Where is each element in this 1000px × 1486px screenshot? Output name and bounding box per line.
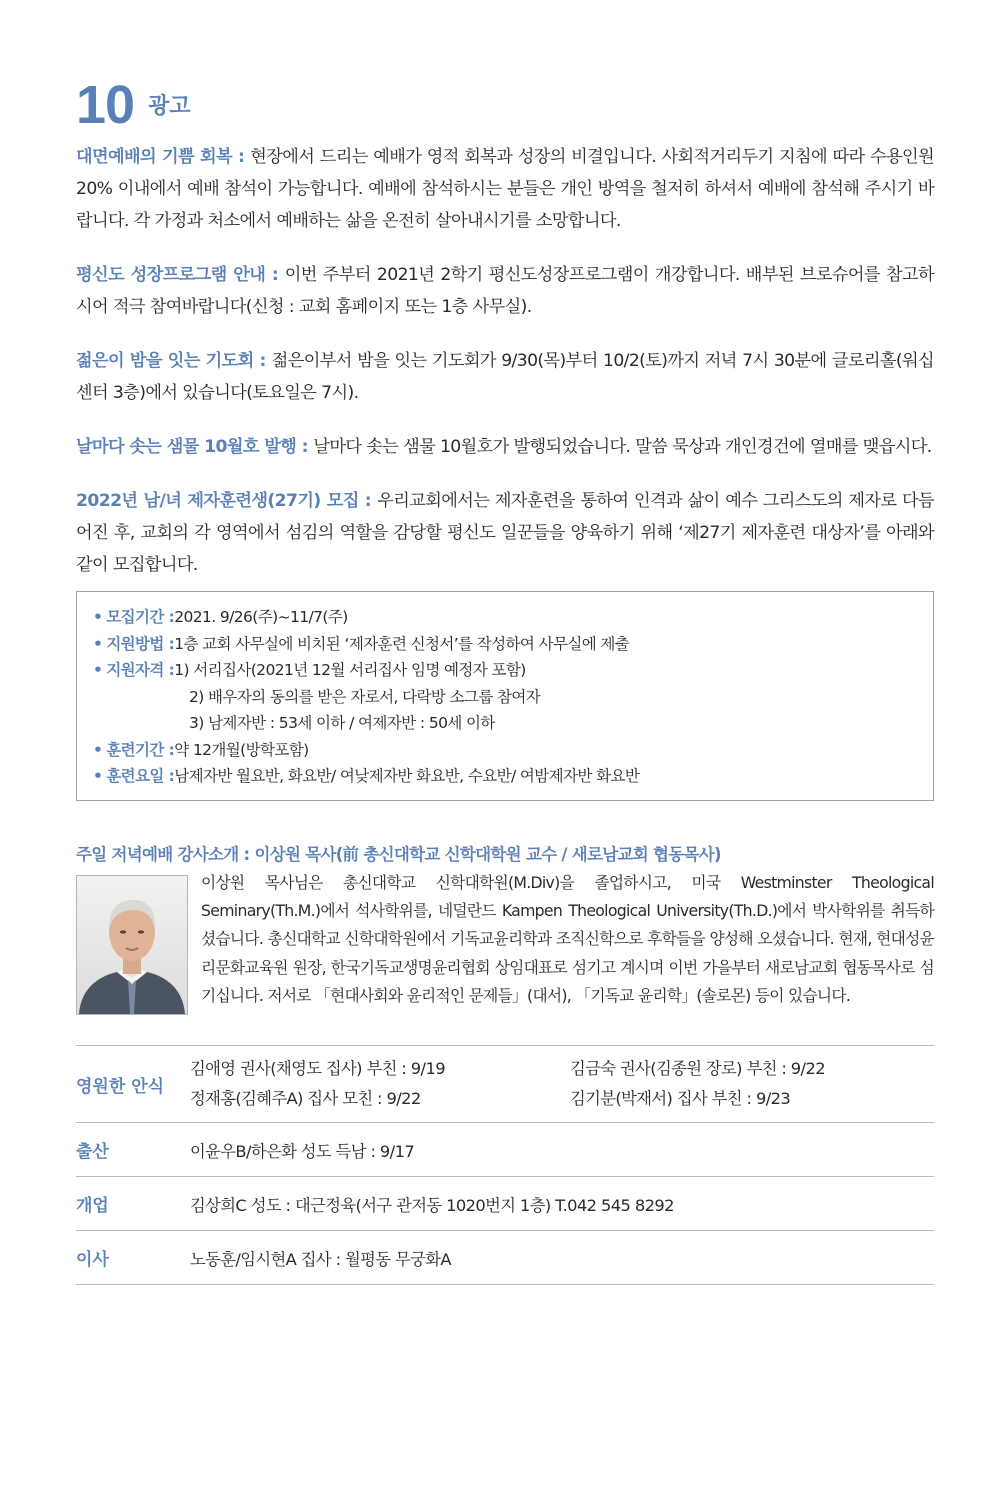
speaker-bio: 이상원 목사님은 총신대학교 신학대학원(M.Div)을 졸업하시고, 미국 Westminster Theological Seminary(Th.M.)에서 석사학위를, 네덜란드 Kampen Theological University(Th.D.)에서 박사학위를 취득하셨습니다. 총신대학교 신학대학원에서 기독교윤리학과 조직신학으로 후학들을 양성해 오셨습니다. 현재, 현대성윤리문화교육원 원장, 한국기독교생명윤리협회 상임대표로 섬기고 계시며 이번 가을부터 새로남교회 협동목사로 섬기십니다. 저서로 「현대사회와 윤리적인 문제들」(대서), 「기독교 윤리학」(솔로몬) 등이 있습니다. (201, 873, 934, 1005)
notice-text: 이번 주부터 2021년 2학기 평신도성장프로그램이 개강합니다. 배부된 브로슈어를 참고하시어 적극 참여바랍니다(신청 : 교회 홈페이지 또는 1층 사무실). (76, 265, 935, 317)
recruit-qualify-item: 2) 배우자의 동의를 받은 자로서, 다락방 소그룹 참여자 (189, 687, 541, 706)
notice-discipleship (76, 485, 934, 581)
bullet-icon: • (93, 661, 103, 679)
news-label: 영원한 안식 (76, 1076, 165, 1097)
recruit-label: 지원방법 : (106, 634, 175, 653)
recruit-row-days (93, 763, 917, 790)
section-title: 광고 (148, 94, 191, 119)
news-label: 개업 (76, 1196, 109, 1216)
recruit-row-duration (93, 737, 917, 764)
notice-text: 현장에서 드리는 예배가 영적 회복과 성장의 비결입니다. 사회적거리두기 지침에 따라 수용인원 20% 이내에서 예배 참석이 가능합니다. 예배에 참석하시는 분들은 개인 방역을 철저히 하셔서 예배에 참석해 주시기 바랍니다. 각 가정과 처소에서 예배하는 삶을 온전히 살아내시기를 소망합니다. (76, 147, 934, 231)
bullet-icon: • (93, 767, 103, 785)
notice-devotional (76, 431, 934, 463)
news-label: 이사 (76, 1250, 109, 1270)
news-row-birth (76, 1123, 934, 1177)
recruit-row-period (93, 604, 917, 631)
recruit-label: 지원자격 : (106, 661, 175, 679)
notice-label: 대면예배의 기쁨 회복 : (76, 147, 251, 167)
notice-label: 날마다 솟는 샘물 10월호 발행 : (76, 437, 314, 457)
recruit-details-box (76, 591, 934, 801)
page-header (76, 72, 934, 135)
notice-prayer-meeting (76, 345, 934, 409)
bullet-icon: • (93, 634, 103, 653)
notice-text: 젊은이부서 밤을 잇는 기도회가 9/30(목)부터 10/2(토)까지 저녁 7시 30분에 글로리홀(워십센터 3층)에서 있습니다(토요일은 7시). (76, 351, 934, 403)
news-row-condolence (76, 1046, 934, 1123)
news-item: 김상희C 성도 : 대근정육(서구 관저동 1020번지 1층) T.042 545 8292 (190, 1195, 674, 1215)
speaker-section (76, 875, 934, 1015)
news-row-opening (76, 1177, 934, 1231)
notice-label: 평신도 성장프로그램 안내 : (76, 265, 285, 285)
recruit-label: 훈련요일 : (106, 767, 175, 785)
news-label: 출산 (76, 1142, 109, 1162)
news-item: 김애영 권사(채영도 집사) 부친 : 9/19 (190, 1059, 445, 1078)
recruit-value: 2021. 9/26(주)~11/7(주) (174, 608, 348, 626)
notice-label: 2022년 남/녀 제자훈련생(27기) 모집 : (76, 491, 378, 511)
news-item: 정재홍(김혜주A) 집사 모친 : 9/22 (190, 1089, 421, 1108)
bulletin-page (76, 72, 934, 1285)
recruit-value: 남제자반 월요반, 화요반/ 여낮제자반 화요반, 수요반/ 여밤제자반 화요반 (174, 767, 640, 785)
recruit-qualify-item: 3) 남제자반 : 53세 이하 / 여제자반 : 50세 이하 (189, 714, 495, 732)
notice-text: 날마다 솟는 샘물 10월호가 발행되었습니다. 말씀 묵상과 개인경건에 열매를 맺읍시다. (313, 437, 932, 457)
notice-label: 젊은이 밤을 잇는 기도회 : (76, 351, 272, 371)
page-number: 10 (76, 75, 135, 135)
bullet-icon: • (93, 740, 103, 759)
recruit-value: 1) 서리집사(2021년 12월 서리집사 임명 예정자 포함) (174, 661, 526, 679)
recruit-row-method (93, 631, 917, 658)
congregation-news (76, 1045, 934, 1285)
speaker-title: 주일 저녁예배 강사소개 : 이상원 목사(前 총신대학교 신학대학원 교수 / 새로남교회 협동목사) (76, 845, 721, 864)
news-item: 김기분(박재서) 집사 부친 : 9/23 (570, 1089, 791, 1108)
news-item: 이윤우B/하은화 성도 득남 : 9/17 (190, 1141, 415, 1161)
recruit-value: 약 12개월(방학포함) (174, 740, 309, 759)
speaker-photo (76, 875, 188, 1015)
notice-worship (76, 141, 934, 237)
news-item: 노동훈/임시현A 집사 : 월평동 무궁화A (190, 1249, 451, 1269)
bullet-icon: • (93, 608, 103, 626)
recruit-row-qualify (93, 657, 917, 684)
recruit-label: 모집기간 : (106, 608, 175, 626)
news-item: 김금숙 권사(김종원 장로) 부친 : 9/22 (570, 1059, 825, 1078)
speaker-portrait-icon (77, 876, 187, 1014)
news-row-moving (76, 1231, 934, 1285)
recruit-value: 1층 교회 사무실에 비치된 ‘제자훈련 신청서’를 작성하여 사무실에 제출 (174, 634, 630, 653)
notice-growth-program (76, 259, 934, 323)
recruit-label: 훈련기간 : (106, 740, 175, 759)
notice-text: 우리교회에서는 제자훈련을 통하여 인격과 삶이 예수 그리스도의 제자로 다듬어진 후, 교회의 각 영역에서 섬김의 역할을 감당할 평신도 일꾼들을 양육하기 위해 ‘제27기 제자훈련 대상자’를 아래와 같이 모집합니다. (76, 491, 935, 575)
